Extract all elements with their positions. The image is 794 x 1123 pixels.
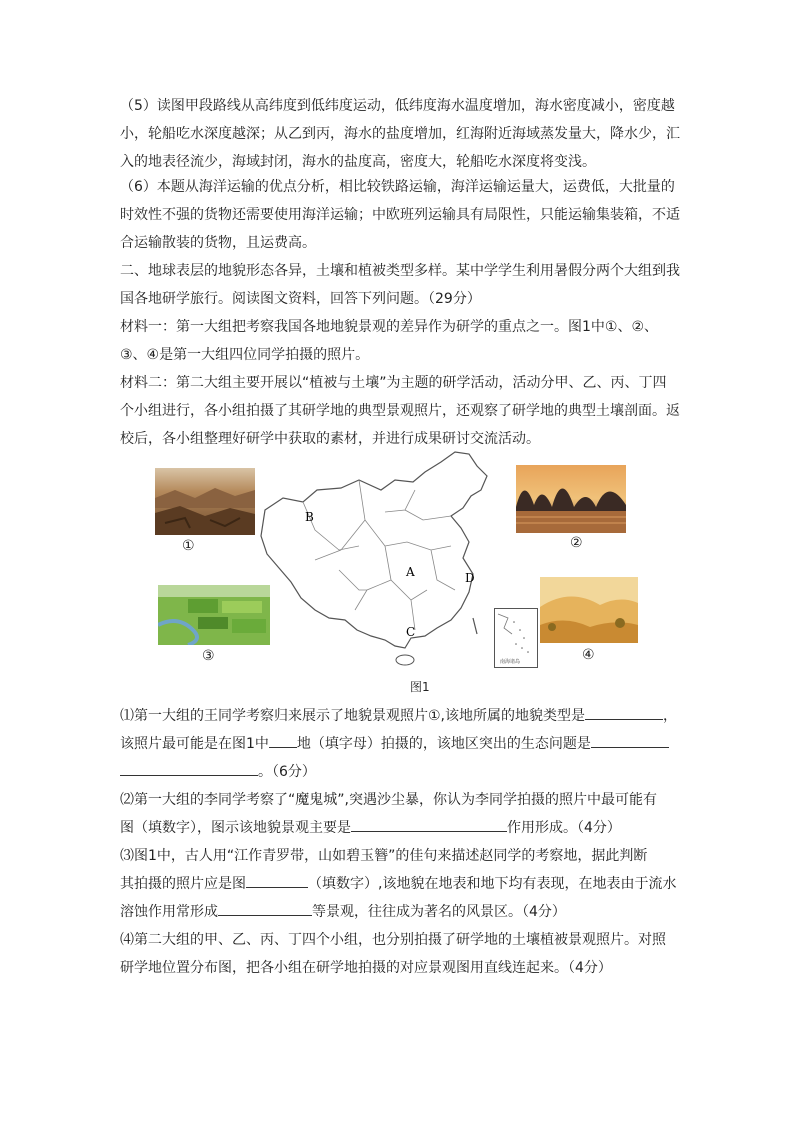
question-3 bbox=[120, 842, 680, 926]
material-two bbox=[120, 369, 680, 453]
text-line: 合运输散装的货物，且运费高。 bbox=[120, 235, 316, 251]
answer-5 bbox=[120, 92, 680, 176]
hainan-island bbox=[396, 655, 414, 665]
question-text: 其拍摄的照片应是图 bbox=[120, 876, 246, 892]
map-letter-b: B bbox=[305, 510, 314, 524]
question-text: 等景观，往往成为著名的风景区。（4分） bbox=[312, 904, 566, 920]
text-line: （6）本题从海洋运输的优点分析，相比较铁路运输，海洋运输运量大，运费低，大批量的 bbox=[120, 179, 675, 195]
question-text: 研学地位置分布图，把各小组在研学地拍摄的对应景观图用直线连起来。（4分） bbox=[120, 960, 612, 976]
text-line: 个小组进行，各小组拍摄了其研学地的典型景观照片，还观察了研学地的典型土壤剖面。返 bbox=[120, 403, 680, 419]
question-text: 作用形成。（4分） bbox=[507, 820, 621, 836]
china-map bbox=[255, 450, 530, 670]
text-line: 二、地球表层的地貌形态各异，土壤和植被类型多样。某中学学生利用暑假分两个大组到我 bbox=[120, 263, 680, 279]
answer-blank[interactable] bbox=[351, 815, 507, 832]
text-line: 国各地研学旅行。阅读图文资料，回答下列问题。（29分） bbox=[120, 291, 481, 307]
question-2 bbox=[120, 786, 680, 842]
answer-blank[interactable] bbox=[246, 871, 308, 888]
map-letter-c: C bbox=[406, 625, 416, 639]
photo-farmland bbox=[158, 585, 270, 645]
text-line: 材料一：第一大组把考察我国各地地貌景观的差异作为研学的重点之一。图1中①、②、 bbox=[120, 319, 659, 335]
china-outline bbox=[261, 452, 487, 648]
section-two-intro bbox=[120, 257, 680, 313]
map-letter-a: A bbox=[406, 565, 415, 579]
text-line: ③、④是第一大组四位同学拍摄的照片。 bbox=[120, 347, 370, 363]
question-text: ⑵第一大组的李同学考察了“魔鬼城”,突遇沙尘暴，你认为李同学拍摄的照片中最可能有 bbox=[120, 792, 657, 808]
south-china-sea-inset bbox=[494, 608, 538, 668]
text-line: （5）读图甲段路线从高纬度到低纬度运动，低纬度海水温度增加，海水密度减小，密度越 bbox=[120, 98, 675, 114]
photo-2-label: ② bbox=[570, 535, 583, 551]
question-text: ⑴第一大组的王同学考察归来展示了地貌景观照片①,该地所属的地貌类型是 bbox=[120, 708, 585, 724]
question-1 bbox=[120, 702, 680, 786]
answer-blank[interactable] bbox=[585, 703, 663, 720]
question-text: 。（6分） bbox=[258, 764, 316, 780]
text-line: 时效性不强的货物还需要使用海洋运输；中欧班列运输具有局限性，只能运输集装箱，不适 bbox=[120, 207, 680, 223]
photo-1-label: ① bbox=[182, 538, 195, 554]
photo-loess-plateau bbox=[155, 468, 255, 535]
question-text: 图（填数字），图示该地貌景观主要是 bbox=[120, 820, 351, 836]
photo-4-label: ④ bbox=[582, 647, 595, 663]
inset-label: 南海诸岛 bbox=[500, 659, 521, 665]
photo-desert-dunes bbox=[540, 577, 638, 643]
question-text: （填数字）,该地貌在地表和地下均有表现，在地表由于流水 bbox=[308, 876, 677, 892]
figure-caption: 图1 bbox=[410, 680, 430, 694]
photo-karst-river bbox=[516, 465, 626, 533]
question-text: 地（填字母）拍摄的，该地区突出的生态问题是 bbox=[296, 736, 591, 752]
question-text: ⑷第二大组的甲、乙、丙、丁四个小组，也分别拍摄了研学地的土壤植被景观照片。对照 bbox=[120, 932, 666, 948]
map-letter-d: D bbox=[465, 571, 475, 585]
taiwan-island bbox=[473, 618, 477, 634]
answer-blank[interactable] bbox=[591, 731, 669, 748]
question-text: 该照片最可能是在图1中 bbox=[120, 736, 269, 752]
question-text: ， bbox=[663, 708, 677, 724]
answer-6 bbox=[120, 173, 680, 257]
question-text: ⑶图1中，古人用“江作青罗带，山如碧玉簪”的佳句来描述赵同学的考察地，据此判断 bbox=[120, 848, 648, 864]
material-one bbox=[120, 313, 680, 369]
question-4 bbox=[120, 926, 680, 982]
answer-blank[interactable] bbox=[120, 759, 258, 776]
text-line: 小，轮船吃水深度越深；从乙到丙，海水的盐度增加，红海附近海域蒸发量大，降水少，汇 bbox=[120, 126, 680, 142]
answer-blank[interactable] bbox=[269, 731, 297, 748]
answer-blank[interactable] bbox=[218, 899, 312, 916]
photo-3-label: ③ bbox=[202, 648, 215, 664]
question-text: 溶蚀作用常形成 bbox=[120, 904, 218, 920]
text-line: 校后，各小组整理好研学中获取的素材，并进行成果研讨交流活动。 bbox=[120, 431, 540, 447]
text-line: 材料二：第二大组主要开展以“植被与土壤”为主题的研学活动，活动分甲、乙、丙、丁四 bbox=[120, 375, 667, 391]
text-line: 入的地表径流少，海域封闭，海水的盐度高，密度大，轮船吃水深度将变浅。 bbox=[120, 154, 596, 170]
